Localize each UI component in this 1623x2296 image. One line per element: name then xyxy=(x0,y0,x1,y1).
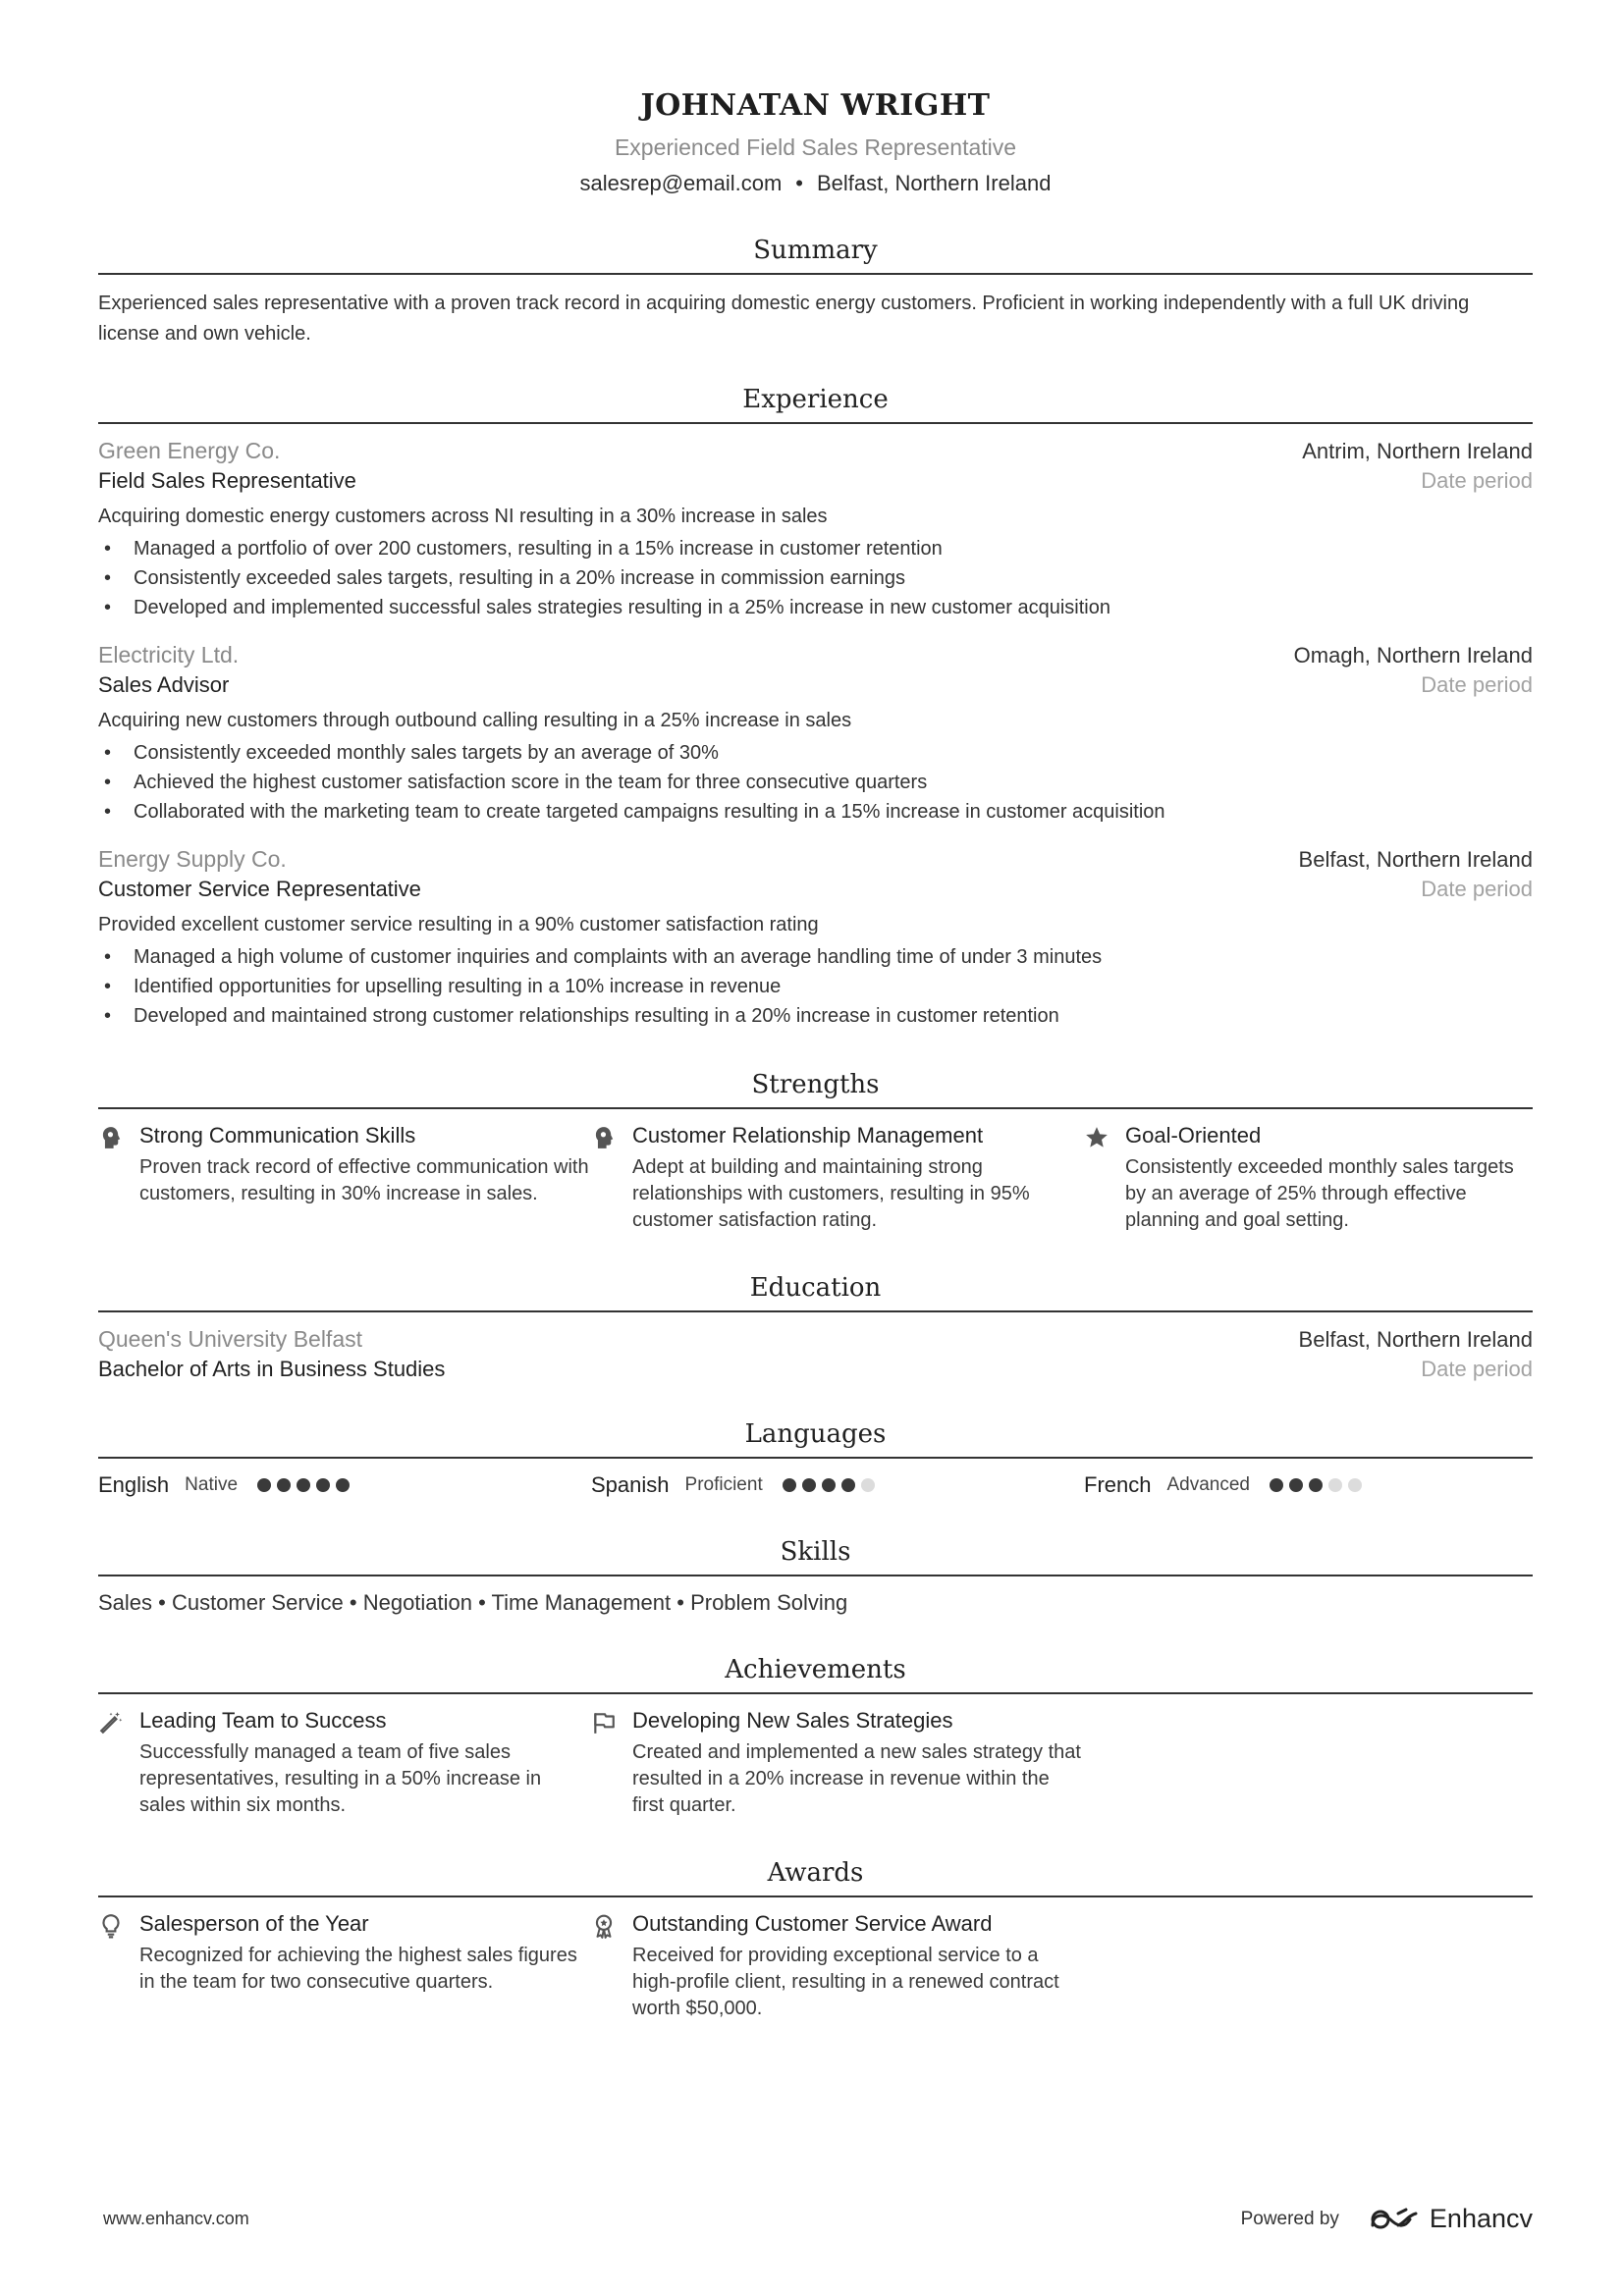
strength-item xyxy=(1084,1123,1533,1234)
language-item xyxy=(1084,1472,1533,1498)
award-desc: Received for providing exceptional service to a high-profile client, resulting in a renewed contract worth $50,000. xyxy=(632,1945,1059,2019)
job-bullet: • Collaborated with the marketing team to create targeted campaigns resulting in a 15% increase in customer acquisition xyxy=(98,797,1533,827)
job-location: Belfast, Northern Ireland xyxy=(1298,847,1533,872)
rating-dot-empty xyxy=(861,1478,875,1492)
language-level: Advanced xyxy=(1166,1474,1250,1495)
job-bullets xyxy=(98,942,1533,1031)
rating-dot-filled xyxy=(316,1478,330,1492)
language-name: French xyxy=(1084,1472,1152,1497)
language-item xyxy=(591,1472,1084,1498)
language-name: English xyxy=(98,1472,170,1497)
head-icon xyxy=(591,1123,632,1234)
award-title: Outstanding Customer Service Award xyxy=(632,1911,993,1936)
language-rating xyxy=(257,1478,355,1492)
footer xyxy=(98,2204,1533,2234)
achievements-grid xyxy=(98,1708,1533,1819)
rating-dot-empty xyxy=(1348,1478,1362,1492)
magic-wand-icon xyxy=(98,1708,139,1819)
achievements-section xyxy=(98,1655,1533,1819)
head-icon xyxy=(98,1123,139,1234)
rating-dot-filled xyxy=(1270,1478,1283,1492)
rating-dot-empty xyxy=(1328,1478,1342,1492)
contact-separator: • xyxy=(795,171,803,195)
award-item xyxy=(98,1911,591,2022)
education-date: Date period xyxy=(1421,1357,1533,1381)
strength-title: Goal-Oriented xyxy=(1125,1123,1262,1148)
strength-title: Customer Relationship Management xyxy=(632,1123,984,1148)
resume-header xyxy=(98,0,1533,196)
strength-title: Strong Communication Skills xyxy=(139,1123,416,1148)
job-entry xyxy=(98,438,1533,622)
language-rating xyxy=(783,1478,881,1492)
strength-desc: Proven track record of effective communication with customers, resulting in 30% increase in sales. xyxy=(139,1156,589,1204)
job-bullets xyxy=(98,738,1533,827)
awards-section xyxy=(98,1858,1533,2022)
job-bullet: • Identified opportunities for upselling resulting in a 10% increase in revenue xyxy=(98,972,1533,1001)
achievement-desc: Successfully managed a team of five sales representatives, resulting in a 50% increase in sales within six months. xyxy=(139,1741,542,1816)
rating-dot-filled xyxy=(802,1478,816,1492)
skills-list: Sales • Customer Service • Negotiation • Time Management • Problem Solving xyxy=(98,1590,848,1615)
degree: Bachelor of Arts in Business Studies xyxy=(98,1357,446,1381)
job-location: Antrim, Northern Ireland xyxy=(1302,439,1533,463)
job-company: Green Energy Co. xyxy=(98,438,281,463)
language-item xyxy=(98,1472,591,1498)
job-bullets xyxy=(98,534,1533,622)
education-section xyxy=(98,1273,1533,1382)
summary-text: Experienced sales representative with a proven track record in acquiring domestic energy customers. Proficient in working independently with a full UK driving license and own vehicle. xyxy=(98,293,1470,345)
job-location: Omagh, Northern Ireland xyxy=(1293,643,1533,667)
job-entry xyxy=(98,642,1533,827)
enhancv-logo[interactable] xyxy=(1369,2204,1533,2234)
strength-desc: Consistently exceeded monthly sales targets by an average of 25% through effective planning and goal setting. xyxy=(1125,1156,1514,1231)
enhancv-logo-text: Enhancv xyxy=(1429,2204,1533,2233)
strength-desc: Adept at building and maintaining strong relationships with customers, resulting in 95% customer satisfaction rating. xyxy=(632,1156,1030,1231)
section-title: Education xyxy=(98,1273,1533,1312)
achievement-item xyxy=(98,1708,591,1819)
rating-dot-filled xyxy=(297,1478,310,1492)
section-title: Awards xyxy=(98,1858,1533,1897)
rating-dot-filled xyxy=(277,1478,291,1492)
medal-icon xyxy=(591,1911,632,2022)
school-location: Belfast, Northern Ireland xyxy=(1298,1327,1533,1352)
job-date: Date period xyxy=(1421,672,1533,697)
rating-dot-filled xyxy=(1309,1478,1323,1492)
section-title: Strengths xyxy=(98,1070,1533,1109)
job-description: Acquiring new customers through outbound calling resulting in a 25% increase in sales xyxy=(98,710,852,731)
job-role: Customer Service Representative xyxy=(98,877,421,901)
achievement-title: Developing New Sales Strategies xyxy=(632,1708,953,1733)
email[interactable]: salesrep@email.com xyxy=(579,171,783,195)
job-bullet: • Developed and maintained strong customer relationships resulting in a 20% increase in customer retention xyxy=(98,1001,1533,1031)
job-bullet: • Managed a high volume of customer inquiries and complaints with an average handling time of under 3 minutes xyxy=(98,942,1533,972)
candidate-title: Experienced Field Sales Representative xyxy=(614,134,1017,160)
footer-website-link[interactable]: www.enhancv.com xyxy=(103,2209,249,2228)
powered-by xyxy=(1241,2204,1533,2234)
awards-grid xyxy=(98,1911,1533,2022)
job-bullet: • Developed and implemented successful sales strategies resulting in a 25% increase in new customer acquisition xyxy=(98,593,1533,622)
lightbulb-icon xyxy=(98,1911,139,2022)
language-name: Spanish xyxy=(591,1472,670,1497)
award-desc: Recognized for achieving the highest sales figures in the team for two consecutive quarters. xyxy=(139,1945,577,1993)
section-title: Skills xyxy=(98,1537,1533,1576)
resume-page xyxy=(98,0,1533,2296)
job-bullet: • Consistently exceeded sales targets, resulting in a 20% increase in commission earnings xyxy=(98,563,1533,593)
strengths-grid xyxy=(98,1123,1533,1234)
job-description: Provided excellent customer service resulting in a 90% customer satisfaction rating xyxy=(98,914,819,935)
rating-dot-filled xyxy=(822,1478,836,1492)
experience-section xyxy=(98,385,1533,1031)
rating-dot-filled xyxy=(257,1478,271,1492)
job-entry xyxy=(98,846,1533,1031)
star-icon xyxy=(1084,1123,1125,1234)
job-company: Energy Supply Co. xyxy=(98,846,287,872)
candidate-name: JOHNATAN WRIGHT xyxy=(640,88,991,123)
rating-dot-filled xyxy=(783,1478,796,1492)
job-bullet: • Consistently exceeded monthly sales targets by an average of 30% xyxy=(98,738,1533,768)
section-title: Summary xyxy=(98,236,1533,275)
education-entry xyxy=(98,1326,1533,1382)
job-role: Sales Advisor xyxy=(98,672,230,697)
job-list xyxy=(98,438,1533,1031)
powered-by-label: Powered by xyxy=(1240,2208,1339,2229)
job-date: Date period xyxy=(1421,877,1533,901)
job-bullet: • Achieved the highest customer satisfaction score in the team for three consecutive quarters xyxy=(98,768,1533,797)
enhancv-logo-icon xyxy=(1369,2206,1420,2233)
achievement-title: Leading Team to Success xyxy=(139,1708,387,1733)
award-item xyxy=(591,1911,1084,2022)
section-title: Experience xyxy=(98,385,1533,424)
rating-dot-filled xyxy=(1289,1478,1303,1492)
strengths-section xyxy=(98,1070,1533,1234)
school-name: Queen's University Belfast xyxy=(98,1326,363,1352)
contact-line xyxy=(98,171,1533,196)
section-title: Languages xyxy=(98,1419,1533,1459)
language-level: Proficient xyxy=(684,1474,763,1495)
job-company: Electricity Ltd. xyxy=(98,642,240,667)
achievement-desc: Created and implemented a new sales strategy that resulted in a 20% increase in revenue within the first quarter. xyxy=(632,1741,1081,1816)
summary-section xyxy=(98,236,1533,349)
job-description: Acquiring domestic energy customers across NI resulting in a 30% increase in sales xyxy=(98,506,828,527)
location: Belfast, Northern Ireland xyxy=(816,171,1052,195)
languages-list xyxy=(98,1472,1533,1498)
achievement-item xyxy=(591,1708,1084,1819)
strength-item xyxy=(98,1123,591,1234)
languages-section xyxy=(98,1419,1533,1498)
job-bullet: • Managed a portfolio of over 200 customers, resulting in a 15% increase in customer retention xyxy=(98,534,1533,563)
job-date: Date period xyxy=(1421,468,1533,493)
rating-dot-filled xyxy=(336,1478,350,1492)
skills-section xyxy=(98,1537,1533,1616)
flag-icon xyxy=(591,1708,632,1819)
job-role: Field Sales Representative xyxy=(98,468,356,493)
section-title: Achievements xyxy=(98,1655,1533,1694)
language-rating xyxy=(1270,1478,1368,1492)
rating-dot-filled xyxy=(841,1478,855,1492)
strength-item xyxy=(591,1123,1084,1234)
award-title: Salesperson of the Year xyxy=(139,1911,369,1936)
language-level: Native xyxy=(185,1474,239,1495)
